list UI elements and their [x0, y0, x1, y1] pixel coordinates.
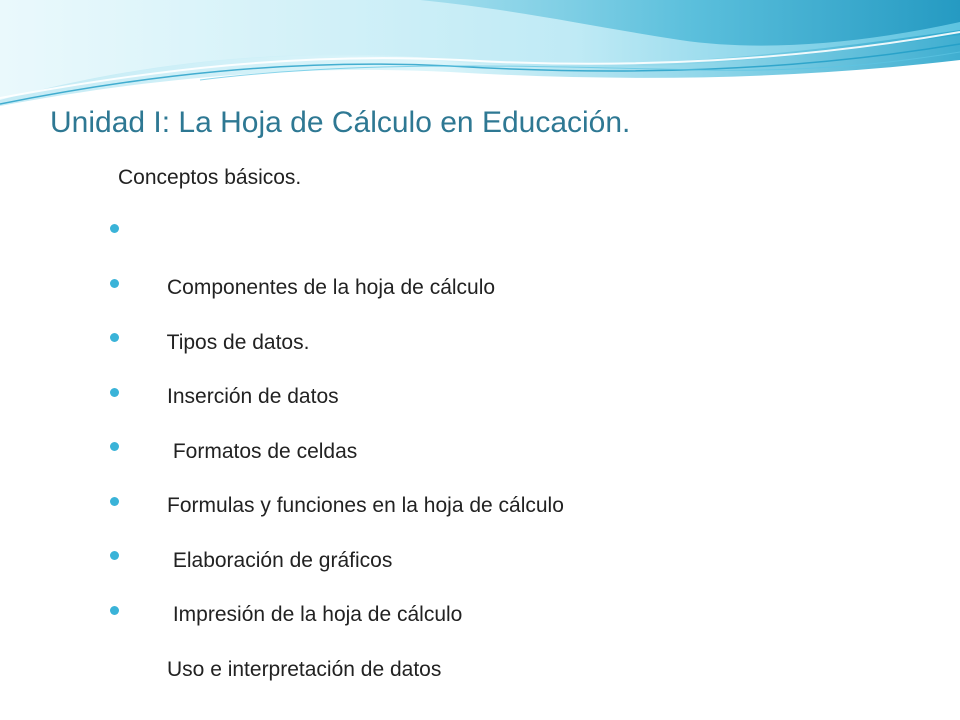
bullet-dot-icon: [110, 333, 119, 342]
bullet-item: [106, 377, 564, 463]
bullet-dot-icon: [110, 442, 119, 451]
bullet-dot-icon: [110, 497, 119, 506]
bullet-item: [106, 486, 564, 572]
bullet-item: [106, 540, 564, 626]
bullet-item: [106, 322, 564, 408]
bullet-dot-icon: [110, 279, 119, 288]
bullet-item: [106, 431, 564, 517]
bullet-list: [106, 213, 564, 681]
slide-title: Unidad I: La Hoja de Cálculo en Educación.: [50, 106, 631, 139]
bullet-text: Tipos de datos.: [166, 330, 310, 354]
bullet-text: Impresión de la hoja de cálculo: [167, 603, 463, 626]
bullet-text: Uso e interpretación de datos: [167, 657, 442, 681]
bullet-text: Formulas y funciones en la hoja de cálculo: [167, 494, 564, 517]
slide-subtitle: Conceptos básicos.: [118, 166, 302, 189]
bullet-item: [106, 268, 564, 354]
bullet-dot-icon: [110, 224, 119, 233]
bullet-dot-icon: [110, 606, 119, 615]
bullet-text: Elaboración de gráficos: [167, 548, 393, 572]
bullet-dot-icon: [110, 388, 119, 397]
bullet-text: Formatos de celdas: [167, 439, 358, 463]
bullet-dot-icon: [110, 551, 119, 560]
bullet-text: Componentes de la hoja de cálculo: [167, 276, 496, 299]
bullet-item: [106, 213, 564, 299]
bullet-item: [106, 595, 564, 681]
bullet-text: Inserción de datos: [167, 385, 339, 408]
